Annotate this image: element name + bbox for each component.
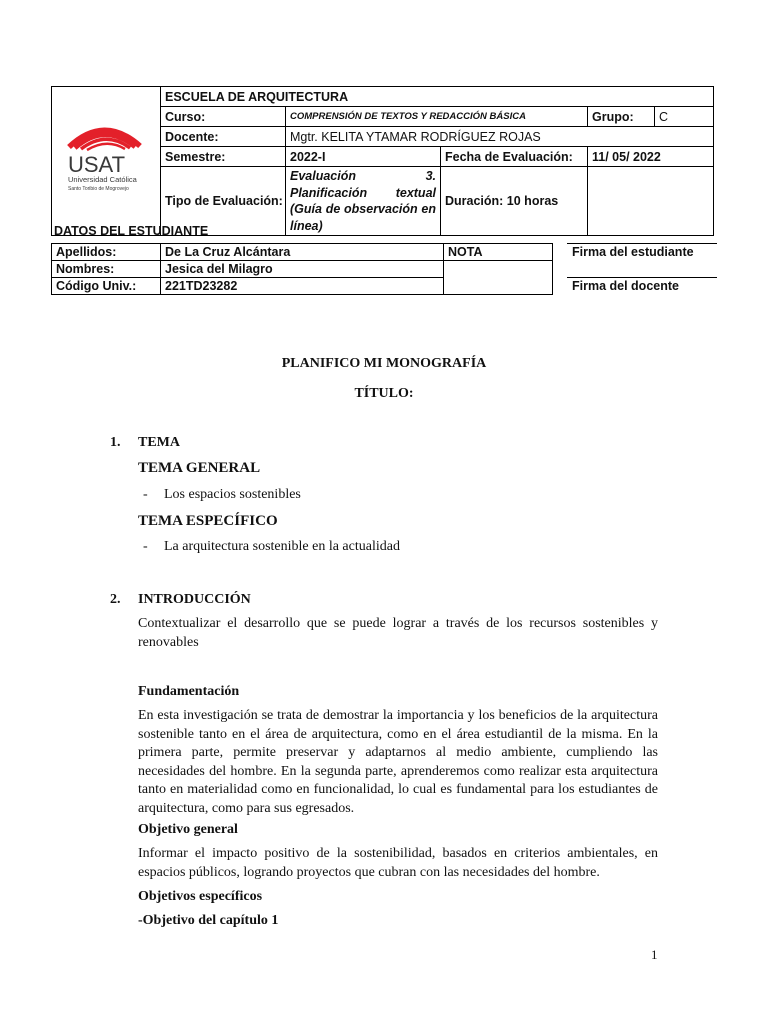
intro-text: Contextualizar el desarrollo que se puede lograr a través de los recursos sostenibles y renovables	[138, 616, 658, 650]
tipo-line: Evaluación 3.	[290, 169, 436, 183]
fecha-label: Fecha de Evaluación:	[441, 147, 588, 167]
tema-general-title: TEMA GENERAL	[138, 460, 261, 476]
firma-docente-line	[567, 277, 717, 278]
tema-especifico-item: La arquitectura sostenible en la actualidad	[164, 539, 400, 554]
nombres-label: Nombres:	[52, 261, 161, 278]
grupo-value: C	[655, 107, 714, 127]
section-1-number: 1.	[110, 435, 121, 450]
header-table	[51, 86, 714, 236]
semestre-label: Semestre:	[161, 147, 286, 167]
section-2-title: INTRODUCCIÓN	[138, 592, 251, 607]
duracion: Duración: 10 horas	[441, 167, 588, 236]
usat-arc-icon	[69, 130, 140, 150]
fecha-value: 11/ 05/ 2022	[588, 147, 714, 167]
tipo-line: línea)	[290, 218, 323, 233]
tipo-label: Tipo de Evaluación:	[161, 167, 286, 236]
bullet-dash: -	[143, 487, 148, 502]
nota-label: NOTA	[444, 244, 553, 261]
nota-value-cell	[444, 261, 553, 295]
apellidos-value: De La Cruz Alcántara	[161, 244, 444, 261]
grupo-label: Grupo:	[588, 107, 655, 127]
semestre-value: 2022-I	[286, 147, 441, 167]
logo-name: USAT	[68, 151, 126, 177]
objetivo-capitulo-1: -Objetivo del capítulo 1	[138, 913, 279, 928]
firma-estudiante-label: Firma del estudiante	[572, 245, 694, 259]
objetivos-especificos-title: Objetivos específicos	[138, 889, 263, 904]
firma-estudiante-line	[567, 243, 717, 244]
curso-value: COMPRENSIÓN DE TEXTOS Y REDACCIÓN BÁSICA	[286, 107, 588, 127]
codigo-value: 221TD23282	[161, 278, 444, 295]
nombres-value: Jesica del Milagro	[161, 261, 444, 278]
main-title: PLANIFICO MI MONOGRAFÍA	[281, 356, 487, 371]
usat-logo	[52, 92, 160, 228]
school-name: ESCUELA DE ARQUITECTURA	[161, 87, 714, 107]
empty-cell	[588, 167, 714, 236]
tema-general-item: Los espacios sostenibles	[164, 487, 301, 502]
tipo-value	[286, 167, 441, 236]
fundamentacion-text: En esta investigación se trata de demostrar la importancia y los beneficios de la arquitectura sostenible tanto en el área de arquitectura, como en el área estudiantil de la misma. En la primera parte, permite preservar y adaptarnos al medio ambiente, cumpliendo las necesidades del hombre. En la segunda parte, aprenderemos como realizar esta arquitectura tanto en materialidad como en funcionalidad, lo cual es fundamental para los estudiantes de arquitectura, como para sus egresados.	[138, 708, 658, 816]
objetivo-general-title: Objetivo general	[138, 822, 238, 837]
tema-especifico-title: TEMA ESPECÍFICO	[138, 513, 278, 529]
student-table	[51, 243, 553, 295]
logo-subtitle: Universidad Católica	[68, 174, 137, 184]
page-number: 1	[651, 947, 658, 962]
docente-value: Mgtr. KELITA YTAMAR RODRÍGUEZ ROJAS	[286, 127, 714, 147]
logo-tagline: Santo Toribio de Mogrovejo	[68, 185, 129, 192]
firma-docente-label: Firma del docente	[572, 279, 679, 293]
section-1-title: TEMA	[138, 435, 180, 450]
titulo-label: TÍTULO:	[354, 386, 414, 401]
codigo-label: Código Univ.:	[52, 278, 161, 295]
tipo-line: (Guía de observación en	[290, 202, 436, 216]
bullet-dash: -	[143, 539, 148, 554]
tipo-line: Planificación textual	[290, 185, 436, 200]
student-section-title: DATOS DEL ESTUDIANTE	[54, 224, 209, 238]
apellidos-label: Apellidos:	[52, 244, 161, 261]
fundamentacion-title: Fundamentación	[138, 684, 240, 699]
objetivo-general-text: Informar el impacto positivo de la sostenibilidad, basados en criterios ambientales, en espacios públicos, logrando proyectos que cubran con las necesidades del hombre.	[138, 846, 658, 880]
section-2-number: 2.	[110, 592, 121, 607]
docente-label: Docente:	[161, 127, 286, 147]
logo-cell	[52, 87, 161, 236]
curso-label: Curso:	[161, 107, 286, 127]
